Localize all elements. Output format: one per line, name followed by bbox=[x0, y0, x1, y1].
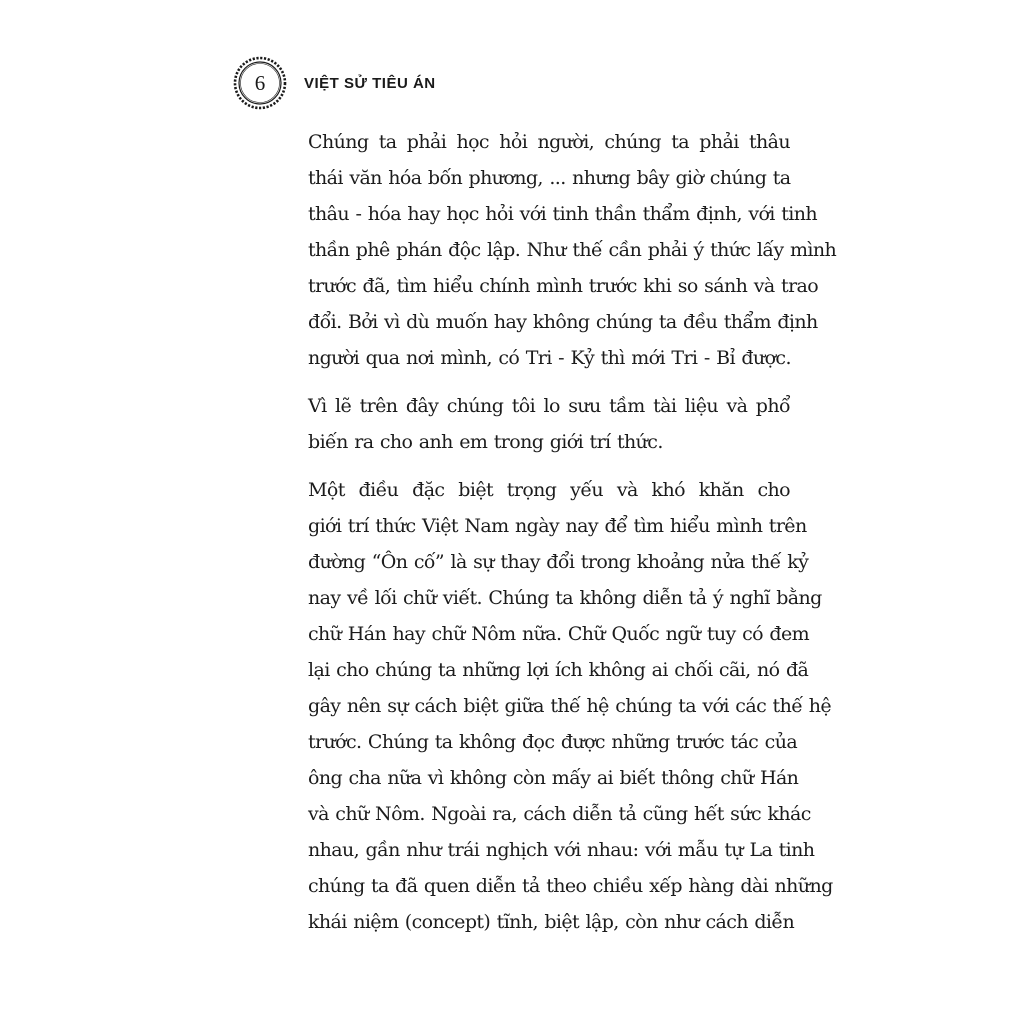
text-line: người qua nơi mình, có Tri - Kỷ thì mới Tri - Bỉ được. bbox=[308, 347, 791, 369]
text-line: Vì lẽ trên đây chúng tôi lo sưu tầm tài liệu và phổ bbox=[308, 395, 790, 417]
text-line: Một điều đặc biệt trọng yếu và khó khăn cho bbox=[308, 479, 790, 501]
running-title: VIỆT SỬ TIÊU ÁN bbox=[304, 74, 436, 92]
page-header bbox=[232, 55, 436, 111]
text-line: lại cho chúng ta những lợi ích không ai chối cãi, nó đã bbox=[308, 659, 809, 681]
text-line: trước. Chúng ta không đọc được những trước tác của bbox=[308, 731, 798, 753]
text-line: chữ Hán hay chữ Nôm nữa. Chữ Quốc ngữ tuy có đem bbox=[308, 623, 810, 645]
text-line: trước đã, tìm hiểu chính mình trước khi so sánh và trao bbox=[308, 275, 819, 297]
text-line: giới trí thức Việt Nam ngày nay để tìm hiểu mình trên bbox=[308, 515, 807, 537]
text-line: thần phê phán độc lập. Như thế cần phải ý thức lấy mình bbox=[308, 239, 837, 261]
text-line: ông cha nữa vì không còn mấy ai biết thông chữ Hán bbox=[308, 767, 799, 789]
text-line: thâu - hóa hay học hỏi với tinh thần thẩm định, với tinh bbox=[308, 203, 818, 225]
text-line: thái văn hóa bốn phương, ... nhưng bây giờ chúng ta bbox=[308, 167, 791, 189]
text-line: nhau, gần như trái nghịch với nhau: với mẫu tự La tinh bbox=[308, 839, 815, 861]
paragraph-2 bbox=[258, 388, 790, 460]
paragraph-1 bbox=[258, 124, 837, 376]
text-line: đổi. Bởi vì dù muốn hay không chúng ta đều thẩm định bbox=[308, 311, 818, 333]
text-line: chúng ta đã quen diễn tả theo chiều xếp hàng dài những bbox=[308, 875, 833, 897]
text-line: Chúng ta phải học hỏi người, chúng ta phải thâu bbox=[308, 131, 790, 153]
text-line: nay về lối chữ viết. Chúng ta không diễn tả ý nghĩ bằng bbox=[308, 587, 822, 609]
text-line: và chữ Nôm. Ngoài ra, cách diễn tả cũng hết sức khác bbox=[308, 803, 811, 825]
text-line: đường “Ôn cố” là sự thay đổi trong khoảng nửa thế kỷ bbox=[308, 551, 809, 573]
page-number-badge bbox=[232, 55, 288, 111]
text-line: khái niệm (concept) tĩnh, biệt lập, còn như cách diễn bbox=[308, 911, 795, 933]
body-text bbox=[258, 124, 837, 952]
page-number: 6 bbox=[254, 70, 266, 95]
text-line: biến ra cho anh em trong giới trí thức. bbox=[308, 431, 663, 453]
text-line: gây nên sự cách biệt giữa thế hệ chúng ta với các thế hệ bbox=[308, 695, 832, 717]
paragraph-3 bbox=[258, 472, 833, 940]
